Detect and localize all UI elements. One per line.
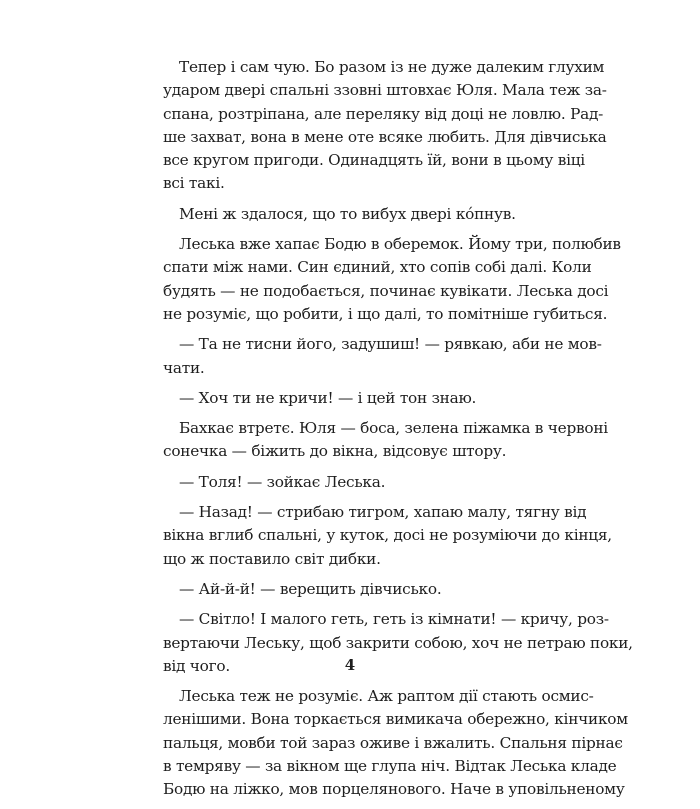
text-line: — Назад! — стрибаю тигром, хапаю малу, тягну від [179,503,587,522]
text-line: будять — не подобається, починає кувікати. Леська досі [163,281,609,300]
text-line: Тепер і сам чую. Бо разом із не дуже далеким глухим [179,58,605,76]
paragraph [163,233,621,326]
paragraph [163,203,539,226]
text-line: Леська теж не розуміє. Аж раптом дії стають осмис- [179,687,594,706]
text-line: спана, розтріпана, але переляку від доці не ловлю. Рад- [163,104,604,123]
text-line: — Ай-й-й! — верещить дівчисько. [179,579,442,598]
text-line: — Світло! І малого геть, геть із кімнати! — кричу, роз- [179,610,609,629]
paragraph [163,387,539,410]
text-line: спати між нами. Син єдиний, хто сопів собі далі. Коли [163,258,592,277]
text-line: Мені ж здалося, що то вибух двері кóпнув. [179,204,516,223]
paragraph [163,501,612,571]
paragraph [163,333,602,380]
text-line: що ж поставило світ дибки. [163,549,381,568]
text-line: чати. [163,358,205,377]
text-line: сонечка — біжить до вікна, відсовує штору. [163,442,507,461]
paragraph [163,471,539,494]
text-line: — Толя! — зойкає Леська. [179,472,386,491]
text-line: Леська вже хапає Бодю в оберемок. Йому три, полюбив [179,235,621,254]
text-line: — Хоч ти не кричи! — і цей тон знаю. [179,388,477,407]
text-line: ударом двері спальні ззовні штовхає Юля. Мала теж за- [163,81,607,100]
text-line: в темряву — за вікном ще глупа ніч. Відтак Леська кладе [163,757,617,776]
paragraph [163,685,628,801]
text-line: вертаючи Леську, щоб закрити собою, хоч не петраю поки, [163,633,633,652]
paragraph [163,56,607,196]
text-line: Бодю на ліжко, мов порцелянового. Наче в уповільненому [163,780,625,799]
page-number: 4 [344,656,356,674]
text-line: ленішими. Вона торкається вимикача обережно, кінчиком [163,710,628,729]
text-line: від чого. [163,656,230,675]
paragraph [163,578,539,601]
paragraph [163,417,608,464]
text-line: Бахкає втретє. Юля — боса, зелена піжамка в червоні [179,419,608,438]
text-line: все кругом пригоди. Одинадцять їй, вони в цьому віці [163,151,585,170]
body-text [163,56,633,809]
text-line: всі такі. [163,174,225,193]
text-line: ше захват, вона в мене оте всяке любить. Для дівчиська [163,127,607,146]
text-line: вікна вглиб спальні, у куток, досі не розуміючи до кінця, [163,526,612,545]
text-line: пальця, мовби той зараз оживе і вжалить. Спальня пірнає [163,733,623,752]
text-line: — Та не тисни його, задушиш! — рявкаю, аби не мов- [179,335,602,354]
text-line: не розуміє, що робити, і що далі, то помітніше губиться. [163,304,608,323]
